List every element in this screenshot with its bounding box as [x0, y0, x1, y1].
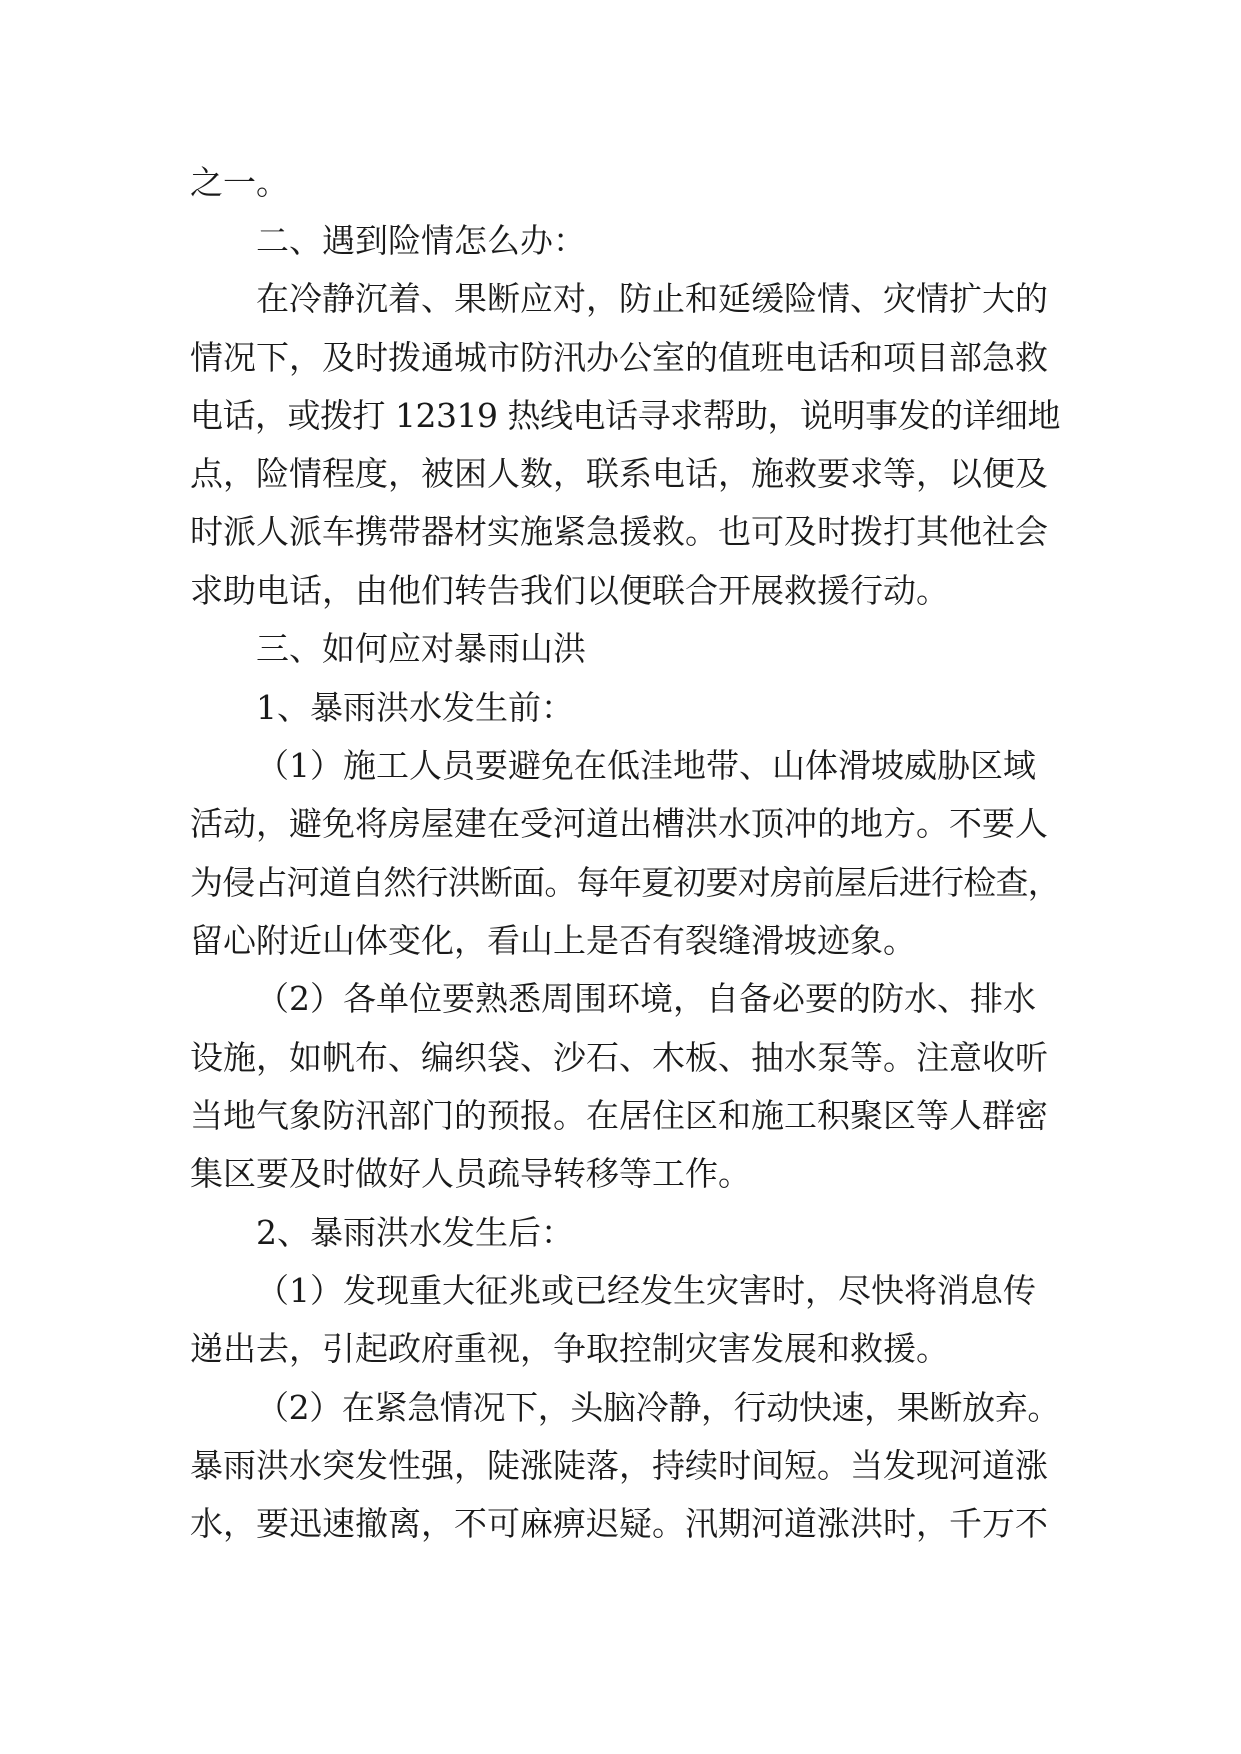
text-line	[0, 386, 1241, 446]
line-text: 递出去，引起政府重视，争取控制灾害发展和救援。	[190, 1329, 949, 1368]
text-line	[0, 444, 1241, 504]
line-text: 水，要迅速撤离，不可麻痹迟疑。汛期河道涨洪时，千万不	[190, 1504, 1048, 1543]
subsection-heading	[0, 1203, 1241, 1263]
text-line	[0, 911, 1241, 971]
line-text: 三、如何应对暴雨山洪	[256, 629, 586, 668]
line-text: 电话，或拨打 12319 热线电话寻求帮助，说明事发的详细地	[190, 396, 1060, 435]
subsection-heading	[0, 678, 1241, 738]
line-text: 集区要及时做好人员疏导转移等工作。	[190, 1154, 751, 1193]
line-text: 1、暴雨洪水发生前：	[256, 688, 574, 727]
text-line	[0, 1028, 1241, 1088]
line-text: 为侵占河道自然行洪断面。每年夏初要对房前屋后进行检查，	[190, 863, 1060, 902]
line-text: 设施，如帆布、编织袋、沙石、木板、抽水泵等。注意收听	[190, 1038, 1048, 1077]
line-text: 之一。	[190, 163, 289, 202]
line-text: 二、遇到险情怎么办：	[256, 221, 586, 260]
text-line	[0, 1261, 1241, 1321]
line-text: 点，险情程度，被困人数，联系电话，施救要求等，以便及	[190, 454, 1048, 493]
text-line	[0, 269, 1241, 329]
text-line	[0, 969, 1241, 1029]
line-text: （2）各单位要熟悉周围环境，自备必要的防水、排水	[256, 979, 1036, 1018]
line-text: （1）发现重大征兆或已经发生灾害时，尽快将消息传	[256, 1271, 1036, 1310]
line-text: 求助电话，由他们转告我们以便联合开展救援行动。	[190, 571, 949, 610]
line-text: （1）施工人员要避免在低洼地带、山体滑坡威胁区域	[256, 746, 1036, 785]
text-line	[0, 1494, 1241, 1554]
line-text: 2、暴雨洪水发生后：	[256, 1213, 574, 1252]
text-line	[0, 561, 1241, 621]
text-line	[0, 1319, 1241, 1379]
line-text: 当地气象防汛部门的预报。在居住区和施工积聚区等人群密	[190, 1096, 1048, 1135]
text-line	[0, 502, 1241, 562]
text-line	[0, 853, 1241, 913]
line-text: 活动，避免将房屋建在受河道出槽洪水顶冲的地方。不要人	[190, 804, 1048, 843]
line-text: 情况下，及时拨通城市防汛办公室的值班电话和项目部急救	[190, 338, 1048, 377]
text-line	[0, 1378, 1241, 1438]
text-line	[0, 1436, 1241, 1496]
text-line	[0, 328, 1241, 388]
line-text: （2）在紧急情况下，头脑冷静，行动快速，果断放弃。	[256, 1388, 1060, 1427]
line-text: 留心附近山体变化，看山上是否有裂缝滑坡迹象。	[190, 921, 916, 960]
section-heading	[0, 211, 1241, 271]
text-line	[0, 736, 1241, 796]
line-text: 时派人派车携带器材实施紧急援救。也可及时拨打其他社会	[190, 512, 1048, 551]
text-line	[0, 153, 1241, 213]
line-text: 暴雨洪水突发性强，陡涨陡落，持续时间短。当发现河道涨	[190, 1446, 1048, 1485]
text-line	[0, 1144, 1241, 1204]
section-heading	[0, 619, 1241, 679]
line-text: 在冷静沉着、果断应对，防止和延缓险情、灾情扩大的	[256, 279, 1048, 318]
text-line	[0, 1086, 1241, 1146]
text-line	[0, 794, 1241, 854]
